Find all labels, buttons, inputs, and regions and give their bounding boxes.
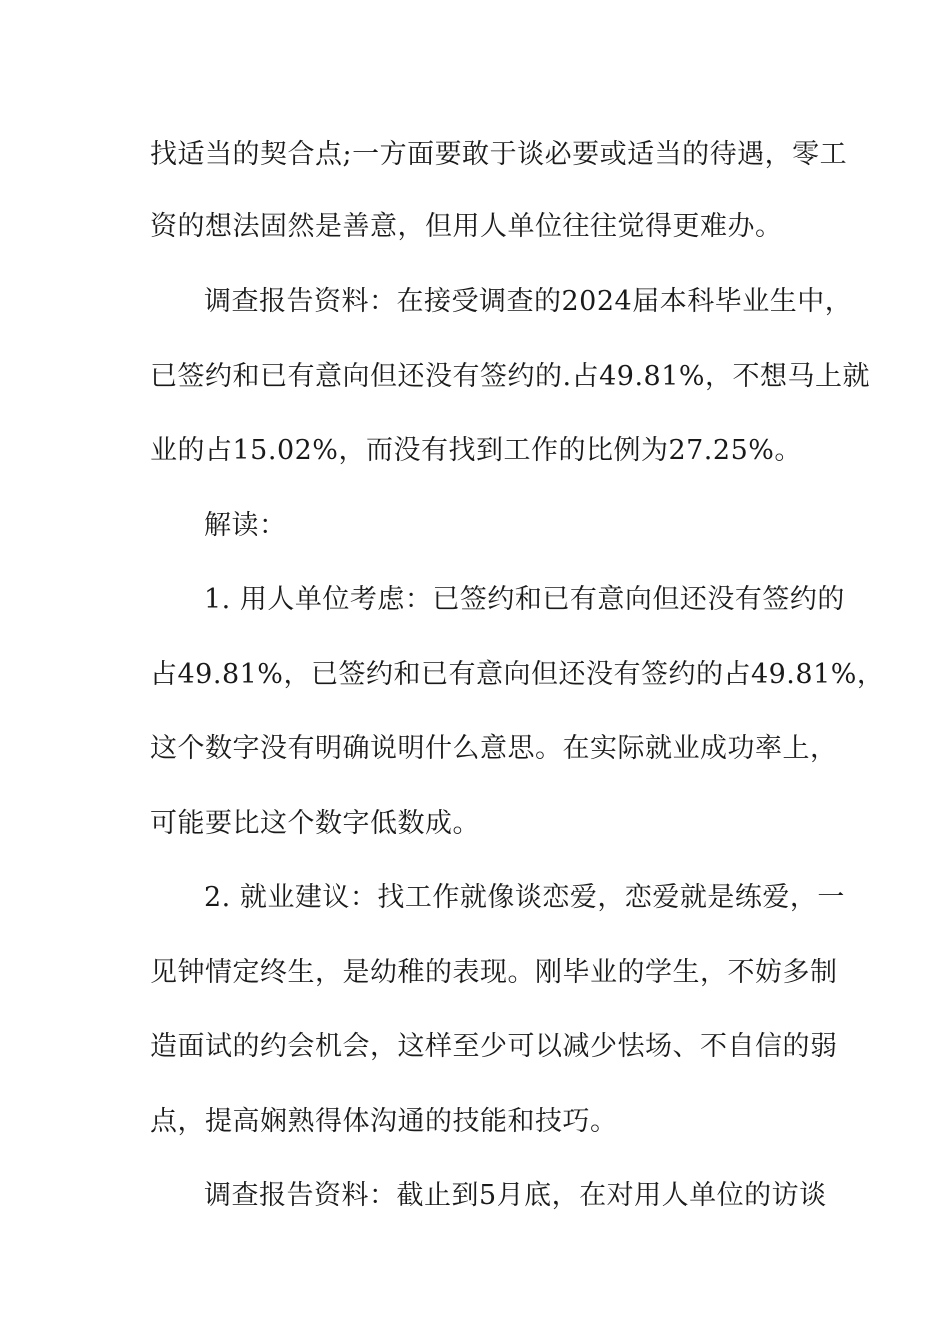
text-line: 业的占15.02%，而没有找到工作的比例为27.25%。 [150, 435, 802, 466]
text-line: 1. 用人单位考虑：已签约和已有意向但还没有签约的 [204, 584, 845, 615]
text-line: 这个数字没有明确说明什么意思。在实际就业成功率上， [150, 733, 838, 764]
text-line: 占49.81%，已签约和已有意向但还没有签约的占49.81%， [150, 659, 885, 690]
text-line: 2. 就业建议：找工作就像谈恋爱，恋爱就是练爱，一 [204, 882, 845, 913]
text-line: 可能要比这个数字低数成。 [150, 808, 480, 839]
text-line: 找适当的契合点;一方面要敢于谈必要或适当的待遇，零工 [150, 139, 848, 170]
text-line: 点，提高娴熟得体沟通的技能和技巧。 [150, 1106, 618, 1137]
text-line: 调查报告资料：在接受调查的2024届本科毕业生中， [204, 286, 853, 317]
text-line: 造面试的约会机会，这样至少可以减少怯场、不自信的弱 [150, 1031, 838, 1062]
text-line: 调查报告资料：截止到5月底，在对用人单位的访谈 [204, 1180, 827, 1211]
text-line: 解读： [204, 510, 287, 541]
text-line: 资的想法固然是善意，但用人单位往往觉得更难办。 [150, 211, 783, 242]
text-line: 已签约和已有意向但还没有签约的.占49.81%，不想马上就 [150, 361, 871, 392]
text-line: 见钟情定终生，是幼稚的表现。刚毕业的学生，不妨多制 [150, 957, 838, 988]
